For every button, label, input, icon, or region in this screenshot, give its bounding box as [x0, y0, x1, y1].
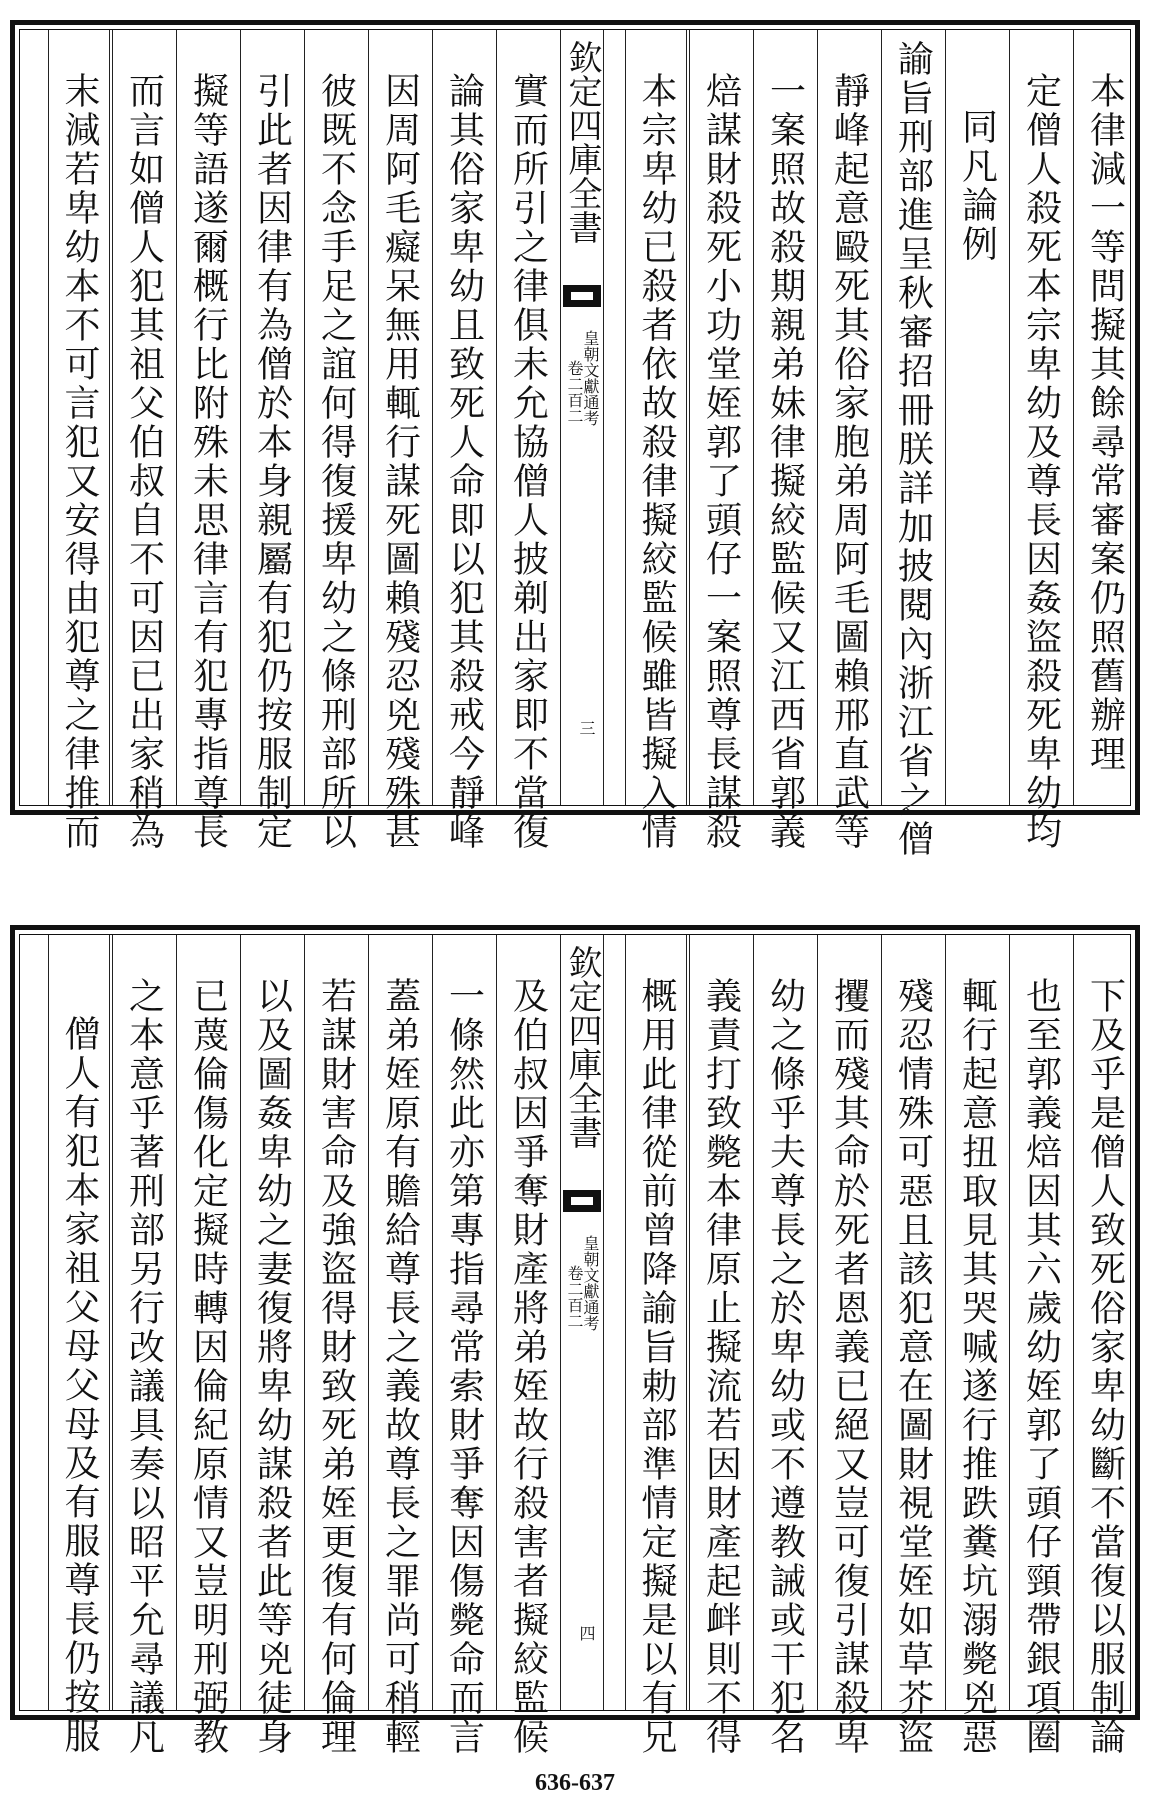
column-text: 下及乎是僧人致死俗家卑幼斷不當復以服制論: [1084, 977, 1126, 1757]
text-column: [1009, 30, 1071, 852]
section-title: 皇朝文獻通考: [581, 1235, 600, 1331]
fishtail-mark: [563, 1190, 601, 1212]
column-text: 以及圖姦卑幼之妻復將卑幼謀殺者此等兇徒身: [251, 977, 293, 1757]
text-column: [1073, 30, 1135, 805]
text-column: [304, 30, 366, 852]
column-text: 蓋弟姪原有贍給尊長之義故尊長之罪尚可稍輕: [379, 977, 421, 1757]
column-text: 靜峰起意毆死其俗家胞弟周阿毛圖賴邢直武等: [828, 72, 870, 852]
column-text: 一條然此亦第專指尋常索財爭奪因傷斃命而言: [443, 977, 485, 1757]
bottom-page: [10, 925, 1140, 1757]
text-column: [945, 935, 1007, 1757]
page-number: 三: [577, 720, 596, 736]
text-column: [625, 30, 687, 852]
column-text: 本律減一等問擬其餘尋常審案仍照舊辦理: [1084, 72, 1126, 774]
text-column: [817, 30, 879, 852]
column-text: 已蔑倫傷化定擬時轉因倫紀原情又豈明刑弼教: [187, 977, 229, 1757]
text-column: [432, 935, 494, 1757]
text-column: [881, 935, 943, 1757]
column-text: 實而所引之律俱未允協僧人披剃出家即不當復: [507, 72, 549, 852]
text-column: [753, 935, 815, 1757]
column-text: 焙謀財殺死小功堂姪郭了頭仔一案照尊長謀殺: [700, 72, 742, 852]
text-column: [496, 935, 558, 1757]
volume-number: 卷二百二: [565, 1265, 584, 1329]
column-text: 彼既不念手足之誼何得復援卑幼之條刑部所以: [315, 72, 357, 852]
column-text: 之本意乎著刑部另行改議具奏以昭平允尋議凡: [123, 977, 165, 1757]
column-text: 末減若卑幼本不可言犯又安得由犯尊之律推而: [59, 72, 100, 852]
text-column: [240, 935, 302, 1757]
text-column: [432, 30, 494, 852]
column-text: 也至郭義焙因其六歲幼姪郭了頭仔頸帶銀項圈: [1020, 977, 1062, 1757]
center-fold-label: [560, 935, 604, 1710]
text-column: [753, 30, 815, 852]
text-column: [817, 935, 879, 1757]
text-column: [689, 935, 751, 1757]
column-text: 定僧人殺死本宗卑幼及尊長因姦盜殺死卑幼均: [1020, 72, 1062, 852]
column-text: 幼之條乎夫尊長之於卑幼或不遵教誡或干犯名: [764, 977, 806, 1757]
column-text: 攫而殘其命於死者恩義已絕又豈可復引謀殺卑: [828, 977, 870, 1757]
text-column: [881, 30, 943, 859]
text-column: [304, 935, 366, 1757]
text-column: [48, 30, 110, 852]
column-text: 若謀財害命及強盜得財致死弟姪更復有何倫理: [315, 977, 357, 1757]
book-title: 欽定四庫全書: [562, 945, 602, 1149]
column-text: 擬等語遂爾概行比附殊未思律言有犯專指尊長: [187, 72, 229, 852]
column-text: 因周阿毛癡呆無用輒行謀死圖賴殘忍兇殘殊甚: [379, 72, 421, 852]
fishtail-mark: [563, 285, 601, 307]
column-text: 輒行起意扭取見其哭喊遂行推跌糞坑溺斃兇惡: [956, 977, 998, 1757]
column-text: 概用此律從前曾降諭旨勅部準情定擬是以有兄: [636, 977, 677, 1757]
column-text: 本宗卑幼已殺者依故殺律擬絞監候雖皆擬入情: [636, 72, 677, 852]
text-column: [176, 935, 238, 1757]
column-text: 一案照故殺期親弟妹律擬絞監候又江西省郭義: [764, 72, 806, 852]
page-number: 四: [577, 1625, 596, 1641]
top-page: [10, 20, 1140, 859]
column-text: 義責打致斃本律原止擬流若因財產起衅則不得: [700, 977, 742, 1757]
text-column: [689, 30, 751, 852]
column-text: 諭旨刑部進呈秋審招冊朕詳加披閱內浙江省之僧: [892, 40, 934, 859]
text-column: [945, 30, 1007, 805]
text-column: [240, 30, 302, 852]
text-column: [176, 30, 238, 852]
column-text: 同凡論例: [956, 108, 998, 264]
text-column: [112, 935, 174, 1757]
volume-number: 卷二百二: [565, 360, 584, 424]
center-fold-label: [560, 30, 604, 805]
text-column: [1073, 935, 1135, 1757]
column-text: 而言如僧人犯其祖父伯叔自不可因已出家稍為: [123, 72, 165, 852]
page-range-footer: 636-637: [535, 1770, 615, 1796]
text-column: [496, 30, 558, 852]
column-text: 殘忍情殊可惡且該犯意在圖財視堂姪如草芥盜: [892, 977, 934, 1757]
text-column: [625, 935, 687, 1757]
bottom-page-frame: [19, 934, 1131, 1757]
text-column: [48, 935, 110, 1756]
text-column: [112, 30, 174, 852]
top-page-frame: [19, 29, 1131, 859]
text-column: [368, 30, 430, 852]
text-column: [1009, 935, 1071, 1757]
section-title: 皇朝文獻通考: [581, 330, 600, 426]
book-title: 欽定四庫全書: [562, 40, 602, 244]
column-text: 及伯叔因爭奪財產將弟姪故行殺害者擬絞監候: [507, 977, 549, 1757]
column-text: 僧人有犯本家祖父母父母及有服尊長仍按服: [59, 1015, 100, 1756]
text-column: [368, 935, 430, 1757]
column-text: 論其俗家卑幼且致死人命即以犯其殺戒今靜峰: [443, 72, 485, 852]
column-text: 引此者因律有為僧於本身親屬有犯仍按服制定: [251, 72, 293, 852]
